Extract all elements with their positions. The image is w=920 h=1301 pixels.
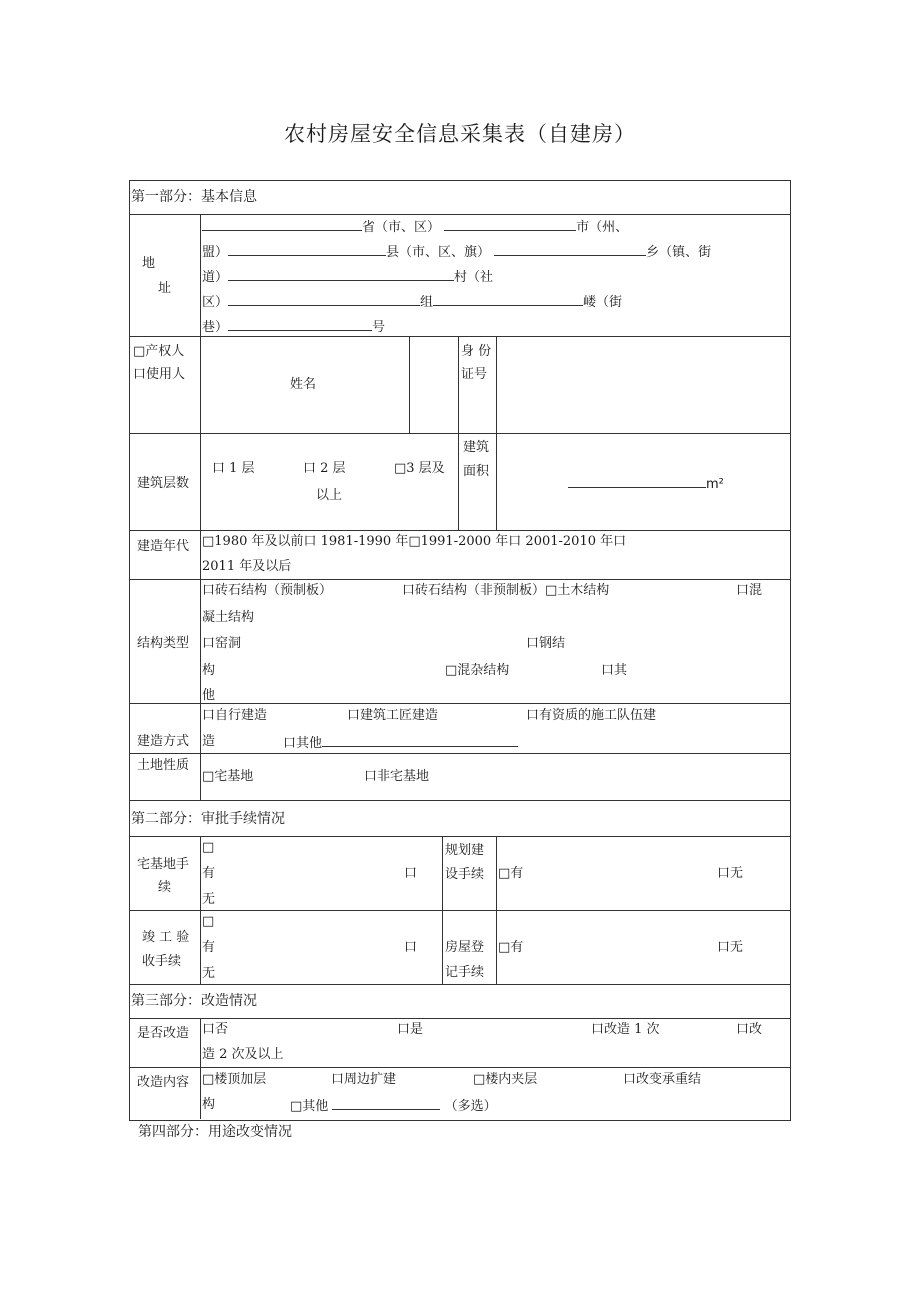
structure-steel[interactable]: 口钢结 bbox=[526, 636, 566, 651]
floor-1-option[interactable]: 口 1 层 bbox=[212, 461, 255, 476]
address-line-2: 盟） 县（市、区、旗） 乡（镇、街 bbox=[202, 245, 712, 260]
structure-label: 结构类型 bbox=[137, 636, 190, 651]
registration-no[interactable]: 口无 bbox=[717, 940, 744, 955]
city-blank[interactable] bbox=[444, 218, 576, 231]
address-label-a: 地 bbox=[142, 256, 156, 271]
address-line-4: 区） 组 嵝（街 bbox=[202, 295, 623, 310]
renovated-twice[interactable]: 口改 bbox=[736, 1022, 763, 1037]
content-mezzanine[interactable]: □楼内夹层 bbox=[473, 1072, 538, 1087]
address-line-5: 巷） 号 bbox=[202, 320, 386, 335]
address-line-3: 道） 村（社 bbox=[202, 270, 494, 285]
floor-3-option-b: 以上 bbox=[316, 488, 343, 503]
content-load-bearing[interactable]: 口改变承重结 bbox=[623, 1072, 702, 1087]
completion-no-label: 无 bbox=[202, 966, 216, 981]
year-label: 建造年代 bbox=[137, 539, 190, 554]
structure-other[interactable]: 口其 bbox=[601, 663, 628, 678]
owner-checkbox[interactable]: □产权人 bbox=[133, 344, 185, 359]
floors-label: 建筑层数 bbox=[137, 476, 190, 491]
renovated-twice-b: 造 2 次及以上 bbox=[202, 1047, 284, 1062]
homestead-no-box[interactable]: 口 bbox=[404, 866, 418, 881]
address-label-b: 址 bbox=[158, 281, 172, 296]
structure-cave[interactable]: 口窑洞 bbox=[202, 636, 242, 651]
area-label-b: 面积 bbox=[463, 464, 490, 479]
user-checkbox[interactable]: 口使用人 bbox=[133, 367, 186, 382]
land-homestead[interactable]: □宅基地 bbox=[202, 769, 254, 784]
completion-label-b: 收手续 bbox=[142, 954, 182, 969]
content-other[interactable]: □其他 （多选） bbox=[290, 1099, 497, 1114]
structure-other-b: 他 bbox=[202, 688, 216, 703]
completion-yes-label: 有 bbox=[202, 940, 216, 955]
method-self[interactable]: 口自行建造 bbox=[202, 708, 268, 723]
name-label: 姓名 bbox=[290, 377, 317, 392]
province-blank[interactable] bbox=[202, 218, 362, 231]
completion-label-a: 竣 工 验 bbox=[142, 930, 190, 945]
renovated-no[interactable]: 口否 bbox=[202, 1022, 229, 1037]
structure-brick-precast[interactable]: 口砖石结构（预制板） bbox=[202, 583, 333, 598]
method-label: 建造方式 bbox=[137, 734, 190, 749]
method-other[interactable]: 口其他 bbox=[283, 734, 518, 752]
planning-yes[interactable]: □有 bbox=[498, 866, 524, 881]
floor-2-option[interactable]: 口 2 层 bbox=[303, 461, 346, 476]
renovated-yes[interactable]: 口是 bbox=[397, 1022, 424, 1037]
method-craftsman[interactable]: 口建筑工匠建造 bbox=[347, 708, 439, 723]
content-load-bearing-b: 构 bbox=[202, 1097, 216, 1112]
homestead-label-a: 宅基地手 bbox=[137, 857, 190, 872]
group-blank[interactable] bbox=[228, 293, 420, 306]
content-expansion[interactable]: 口周边扩建 bbox=[331, 1072, 397, 1087]
homestead-yes-label: 有 bbox=[202, 866, 216, 881]
village-blank[interactable] bbox=[228, 268, 454, 281]
area-unit: m² bbox=[706, 477, 724, 492]
planning-label-a: 规划建 bbox=[445, 843, 485, 858]
homestead-label-b: 续 bbox=[158, 880, 172, 895]
structure-steel-b: 构 bbox=[202, 663, 216, 678]
method-contractor-b: 造 bbox=[202, 734, 216, 749]
content-label: 改造内容 bbox=[137, 1075, 190, 1090]
registration-label-a: 房屋登 bbox=[445, 940, 485, 955]
year-options-b: 2011 年及以后 bbox=[202, 559, 292, 574]
area-label-a: 建筑 bbox=[463, 440, 490, 455]
land-non-homestead[interactable]: 口非宅基地 bbox=[364, 769, 430, 784]
year-options[interactable]: □1980 年及以前口 1981-1990 年□1991-2000 年口 2001-2010 年口 bbox=[202, 534, 627, 549]
method-contractor[interactable]: 口有资质的施工队伍建 bbox=[526, 708, 657, 723]
number-blank[interactable] bbox=[228, 318, 372, 331]
land-label: 土地性质 bbox=[137, 758, 190, 773]
renovated-once[interactable]: 口改造 1 次 bbox=[591, 1022, 660, 1037]
content-roof-addition[interactable]: □楼顶加层 bbox=[202, 1072, 267, 1087]
part4-heading: 第四部分：用途改变情况 bbox=[138, 1124, 292, 1140]
registration-yes[interactable]: □有 bbox=[498, 940, 524, 955]
address-line-1: 省（市、区） 市（州、 bbox=[202, 218, 628, 236]
county-blank[interactable] bbox=[228, 243, 386, 256]
id-label-a: 身 份 bbox=[461, 344, 492, 359]
part3-heading: 第三部分：改造情况 bbox=[131, 993, 257, 1009]
structure-brick-other[interactable]: 口砖石结构（非预制板）□土木结构 bbox=[402, 583, 610, 598]
street-blank[interactable] bbox=[433, 293, 583, 306]
planning-label-b: 设手续 bbox=[445, 867, 485, 882]
page-title: 农村房屋安全信息采集表（自建房） bbox=[284, 122, 636, 146]
completion-no-box[interactable]: 口 bbox=[404, 940, 418, 955]
town-blank[interactable] bbox=[494, 243, 646, 256]
completion-yes-box[interactable]: □ bbox=[202, 914, 215, 929]
area-field[interactable] bbox=[568, 475, 724, 493]
homestead-yes-box[interactable]: □ bbox=[202, 840, 215, 855]
structure-mixed[interactable]: □混杂结构 bbox=[445, 663, 510, 678]
renovated-label: 是否改造 bbox=[137, 1026, 190, 1041]
part1-heading: 第一部分：基本信息 bbox=[131, 189, 257, 205]
id-label-b: 证号 bbox=[461, 367, 488, 382]
planning-no[interactable]: 口无 bbox=[717, 866, 744, 881]
floor-3-option[interactable]: □3 层及 bbox=[394, 461, 445, 476]
structure-concrete-b: 凝土结构 bbox=[202, 610, 255, 625]
registration-label-b: 记手续 bbox=[445, 965, 485, 980]
structure-concrete[interactable]: 口混 bbox=[736, 583, 763, 598]
homestead-no-label: 无 bbox=[202, 892, 216, 907]
part2-heading: 第二部分：审批手续情况 bbox=[131, 811, 285, 827]
